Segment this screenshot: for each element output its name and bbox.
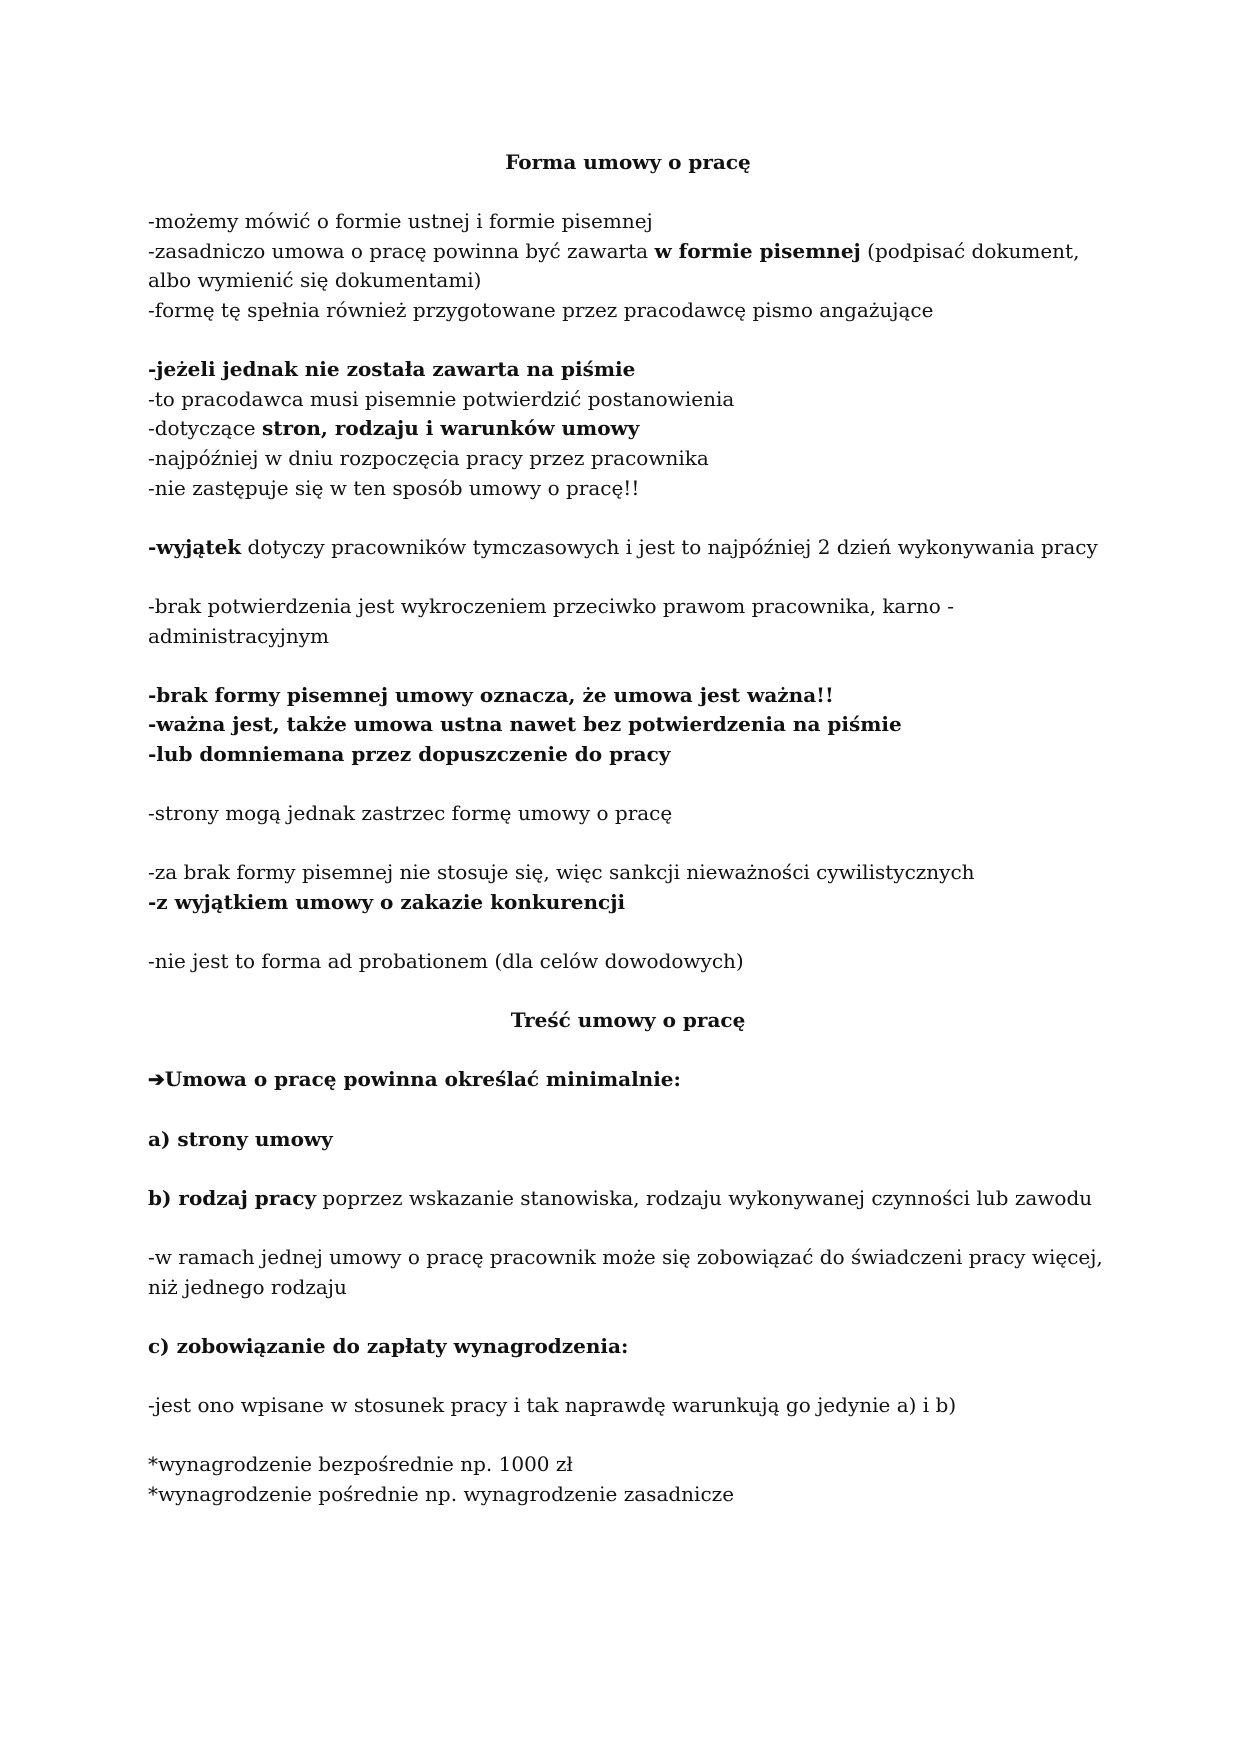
list-item-b	[148, 1184, 1108, 1214]
bold-text: stron, rodzaju i warunków umowy	[262, 416, 640, 441]
paragraph-probationem: -nie jest to forma ad probationem (dla celów dowodowych)	[148, 949, 744, 974]
paragraph-no-confirmation: -brak potwierdzenia jest wykroczeniem przeciwko prawom pracownika, karno - administracyjnym	[148, 593, 954, 648]
text-line: -dotyczące	[148, 416, 262, 441]
text-line: -za brak formy pisemnej nie stosuje się, więc sankcji nieważności cywilistycznych	[148, 860, 975, 885]
bold-text: a) strony umowy	[148, 1126, 333, 1151]
text-line: *wynagrodzenie pośrednie np. wynagrodzenie zasadnicze	[148, 1481, 735, 1506]
text-line: -formę tę spełnia również przygotowane przez pracodawcę pismo angażujące	[148, 297, 934, 322]
arrow-icon: ➔	[148, 1067, 165, 1092]
bold-text: -jeżeli jednak nie została zawarta na piśmie	[148, 357, 636, 382]
bold-text: -z wyjątkiem umowy o zakazie konkurencji	[148, 889, 626, 914]
bold-text: c) zobowiązanie do zapłaty wynagrodzenia:	[148, 1333, 629, 1358]
bold-text: b) rodzaj pracy	[148, 1185, 317, 1210]
text-line: dotyczy pracowników tymczasowych i jest to najpóźniej 2 dzień wykonywania pracy	[241, 534, 1098, 559]
bold-text: Umowa o pracę powinna określać minimalnie:	[164, 1067, 681, 1092]
bold-text: -brak formy pisemnej umowy oznacza, że umowa jest ważna!!	[148, 682, 834, 707]
bold-text: -ważna jest, także umowa ustna nawet bez potwierdzenia na piśmie	[148, 712, 902, 737]
text-line: -nie zastępuje się w ten sposób umowy o pracę!!	[148, 475, 640, 500]
text-line: poprzez wskazanie stanowiska, rodzaju wykonywanej czynności lub zawodu	[316, 1185, 1093, 1210]
bold-text: -wyjątek	[148, 534, 242, 559]
paragraph-forma-intro	[148, 207, 1108, 325]
paragraph-salary-note: -jest ono wpisane w stosunek pracy i tak naprawdę warunkują go jedynie a) i b)	[148, 1392, 957, 1417]
text-line: -zasadniczo umowa o pracę powinna być zawarta	[148, 238, 655, 263]
document-page	[148, 148, 1108, 1509]
paragraph-sanctions	[148, 858, 1108, 917]
paragraph-exception	[148, 533, 1108, 563]
paragraph-salary-types	[148, 1450, 1108, 1509]
section-title-tresc: Treść umowy o pracę	[510, 1008, 746, 1033]
paragraph-work-types: -w ramach jednej umowy o pracę pracownik może się zobowiązać do świadczeni pracy więcej, niż jednego rodzaju	[148, 1244, 1103, 1299]
section-title-forma: Forma umowy o pracę	[505, 150, 751, 174]
list-item-a	[148, 1125, 1108, 1155]
text-line: -to pracodawca musi pisemnie potwierdzić postanowienia	[148, 386, 735, 411]
list-item-c	[148, 1332, 1108, 1362]
text-line: *wynagrodzenie bezpośrednie np. 1000 zł	[148, 1452, 573, 1477]
paragraph-not-written	[148, 355, 1108, 503]
paragraph-validity	[148, 681, 1108, 770]
bold-text: -lub domniemana przez dopuszczenie do pracy	[148, 741, 671, 766]
text-line: (podpisać dokument, albo wymienić się dokumentami)	[148, 238, 1080, 293]
bold-text: w formie pisemnej	[654, 238, 861, 263]
paragraph-reserve-form: -strony mogą jednak zastrzec formę umowy o pracę	[148, 801, 673, 826]
text-line: -możemy mówić o formie ustnej i formie pisemnej	[148, 209, 653, 234]
text-line: -najpóźniej w dniu rozpoczęcia pracy przez pracownika	[148, 445, 709, 470]
paragraph-minimum	[148, 1065, 1108, 1095]
